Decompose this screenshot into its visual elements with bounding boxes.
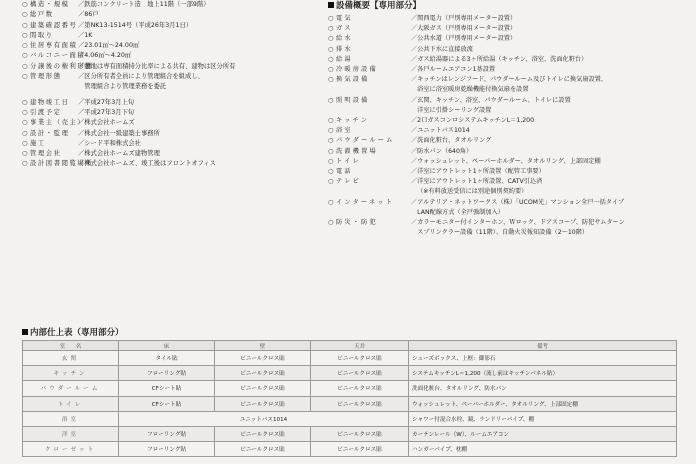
spec-value: [78, 149, 322, 159]
spec-value: [78, 21, 322, 31]
equipment-value-line: ／キッチンはレンジフード、パウダールーム及びトイレに換気扇設置、: [411, 76, 608, 84]
spec-value: [78, 108, 322, 118]
equipment-label: 給水: [336, 35, 353, 43]
spec-label: 間取り: [30, 31, 54, 39]
equipment-value: [411, 96, 688, 116]
equipment-value-line: スプリンクラー設備（11階）、自動火災報知設備（2～10階）: [411, 229, 589, 237]
spec-label: 事業主（売主）: [30, 119, 86, 127]
circle-bullet-icon: ○: [328, 137, 334, 145]
equipment-value-line: ／ウォッシュレット、ペーパーホルダー、タオルリング、上部固定棚: [411, 157, 601, 165]
spec-value-line: ／1K: [78, 31, 93, 39]
equipment-row: [328, 96, 688, 116]
equipment-row: [328, 136, 688, 146]
spec-label: 住居専有面積: [30, 42, 78, 50]
interior-finish-table: [22, 340, 677, 457]
spec-label: 建物竣工日: [30, 98, 70, 106]
room-name-cell: 玄関: [23, 351, 119, 366]
equipment-row: [328, 218, 688, 238]
circle-bullet-icon: ○: [328, 25, 334, 33]
equipment-label: ガス: [336, 25, 353, 33]
spec-row: [22, 98, 322, 108]
equipment-value: [411, 24, 688, 34]
equipment-value: [411, 45, 688, 55]
spec-row: [22, 72, 322, 93]
equipment-value-line: LAN配線方式（全戸強制加入）: [411, 208, 504, 216]
spec-value-line: ／86戸: [78, 11, 99, 19]
equipment-note: （※有料放送受信には別途個別契約要）: [417, 188, 528, 196]
spec-value-line: ／23.01㎡～24.00㎡: [78, 42, 140, 50]
circle-bullet-icon: ○: [22, 11, 28, 19]
circle-bullet-icon: ○: [328, 198, 334, 206]
circle-bullet-icon: ○: [328, 45, 334, 53]
spec-label: バルコニー面積: [30, 52, 86, 60]
spec-value-line: ／シード平和株式会社: [78, 139, 141, 147]
notes-cell: ハンガーパイプ、枕棚: [409, 442, 677, 457]
equipment-value-line: ／洋室にアウトレット1ヶ所設置（配管工事要）: [411, 168, 545, 176]
circle-bullet-icon: ○: [328, 76, 334, 84]
equipment-value: [411, 14, 688, 24]
equipment-section: [328, 0, 688, 238]
spec-value: [78, 31, 322, 41]
equipment-row: [328, 34, 688, 44]
equipment-value: [411, 65, 688, 75]
equipment-label: 給湯: [336, 55, 353, 63]
equipment-value: [411, 198, 688, 218]
equipment-label: テレビ: [336, 178, 362, 186]
table-row: [23, 442, 677, 457]
equipment-row: [328, 65, 688, 75]
spec-label: 管理形態: [30, 73, 62, 81]
equipment-value: [411, 116, 688, 126]
circle-bullet-icon: ○: [22, 21, 28, 29]
spec-row: [22, 51, 322, 61]
circle-bullet-icon: ○: [328, 55, 334, 63]
equipment-value-line: ／公共水道（戸別専用メーター設置）: [411, 35, 517, 43]
equipment-label: 浴室: [336, 127, 353, 135]
spec-row: [22, 62, 322, 72]
spec-row: [22, 31, 322, 41]
circle-bullet-icon: ○: [22, 42, 28, 50]
room-name-cell: クローゼット: [23, 442, 119, 457]
spec-value-line: ／4.06㎡～4.20㎡: [78, 52, 132, 60]
equipment-value: [411, 75, 688, 95]
spec-row: [22, 10, 322, 20]
square-bullet-icon: [22, 329, 28, 335]
ceiling-cell: ビニールクロス貼: [311, 351, 409, 366]
circle-bullet-icon: ○: [328, 147, 334, 155]
floor-cell: CFシート貼: [119, 396, 215, 411]
circle-bullet-icon: ○: [22, 139, 28, 147]
spec-value: [78, 10, 322, 20]
equipment-value-line: ／玄関、キッチン、浴室、パウダールーム、トイレに設置: [411, 96, 571, 104]
wall-cell: ビニールクロス貼: [215, 426, 311, 441]
equipment-label: 洗濯機置場: [336, 147, 378, 155]
equipment-label: パウダールーム: [336, 137, 395, 145]
circle-bullet-icon: ○: [22, 1, 28, 8]
circle-bullet-icon: ○: [328, 157, 334, 165]
equipment-label: インターネット: [336, 198, 395, 206]
wall-cell: ビニールクロス貼: [215, 396, 311, 411]
spec-value: [78, 62, 322, 72]
spec-label: 総戸数: [30, 11, 54, 19]
spec-row: [22, 108, 322, 118]
equipment-row: [328, 75, 688, 95]
wall-cell: ビニールクロス貼: [215, 381, 311, 396]
spec-row: [22, 0, 322, 10]
equipment-value: [411, 177, 688, 197]
equipment-value: [411, 126, 688, 136]
circle-bullet-icon: ○: [328, 168, 334, 176]
equipment-list: [328, 14, 688, 238]
spec-value-line: ／敷地は専有面積持分比率による共有、建物は区分所有: [78, 62, 236, 70]
spec-label: 設計・監理: [30, 129, 70, 137]
room-name-cell: トイレ: [23, 396, 119, 411]
spec-value: [78, 159, 322, 169]
equipment-section-title: 設備概要【専用部分】: [328, 0, 688, 14]
spec-value-line: ／株式会社ホームズ、竣工後はフロントオフィス: [78, 160, 216, 168]
square-bullet-icon: [328, 2, 334, 8]
circle-bullet-icon: ○: [328, 15, 334, 22]
equipment-value-line: ／洗面化粧台、タオルリング: [411, 137, 492, 145]
equipment-row: [328, 177, 688, 197]
notes-cell: 洗面化粧台、タオルリング、防水パン: [409, 381, 677, 396]
equipment-value-line: ／関西電力（戸別専用メーター設置）: [411, 15, 517, 22]
building-spec-list: [22, 0, 322, 170]
circle-bullet-icon: ○: [22, 150, 28, 158]
circle-bullet-icon: ○: [328, 178, 334, 186]
ceiling-cell: ビニールクロス貼: [311, 396, 409, 411]
notes-cell: システムキッチンL＝1,200（流し前はキッチンパネル貼）: [409, 366, 677, 381]
column-header: 床: [119, 341, 215, 351]
ceiling-cell: ビニールクロス貼: [311, 442, 409, 457]
equipment-value-line: ／2口ガスコンロシステムキッチンL＝1,200: [411, 117, 535, 125]
spec-value-line: ／株式会社ホームズ建物管理: [78, 150, 160, 158]
equipment-value-line: ／公共下水に直接放流: [411, 45, 473, 53]
equipment-row: [328, 157, 688, 167]
equipment-value: [411, 147, 688, 157]
equipment-row: [328, 45, 688, 55]
equipment-row: [328, 167, 688, 177]
spec-row: [22, 129, 322, 139]
table-row: [23, 396, 677, 411]
equipment-label: 電話: [336, 168, 353, 176]
table-row: [23, 411, 677, 426]
equipment-value-line: ／防水パン（640角）: [411, 147, 473, 155]
spec-value: [78, 139, 322, 149]
table-row: [23, 366, 677, 381]
spec-row: [22, 118, 322, 128]
circle-bullet-icon: ○: [328, 96, 334, 104]
circle-bullet-icon: ○: [328, 117, 334, 125]
wall-cell: ビニールクロス貼: [215, 366, 311, 381]
ceiling-cell: ビニールクロス貼: [311, 366, 409, 381]
circle-bullet-icon: ○: [22, 73, 28, 81]
spec-row: [22, 159, 322, 169]
spec-row: [22, 21, 322, 31]
column-header: 天井: [311, 341, 409, 351]
equipment-label: トイレ: [336, 157, 361, 165]
spec-value: [78, 41, 322, 51]
equipment-row: [328, 126, 688, 136]
equipment-label: キッチン: [336, 117, 370, 125]
notes-cell: シューズボックス、上框：御影石: [409, 351, 677, 366]
equipment-label: 冷暖房設備: [336, 66, 378, 74]
equipment-value-line: 洋室に引掛シーリング設置: [411, 106, 492, 114]
table-row: [23, 381, 677, 396]
spec-value-line: ／鉄筋コンクリート造 地上11階（一部9階）: [78, 1, 210, 8]
equipment-row: [328, 198, 688, 218]
equipment-value: [411, 167, 688, 177]
circle-bullet-icon: ○: [22, 129, 28, 137]
ceiling-cell: ビニールクロス貼: [311, 381, 409, 396]
column-header: 備考: [409, 341, 677, 351]
spec-label: 構造・規模: [30, 1, 70, 8]
spec-value: [78, 118, 322, 128]
equipment-label: 照明設備: [336, 96, 370, 104]
room-name-cell: パウダールーム: [23, 381, 119, 396]
equipment-value-line: 浴室に浴室暖房乾燥機能付換気扇を設置: [411, 86, 529, 94]
wall-cell: ビニールクロス貼: [215, 442, 311, 457]
equipment-row: [328, 116, 688, 126]
equipment-label: 排水: [336, 45, 353, 53]
spec-row: [22, 149, 322, 159]
spec-value-line: ／第NK13-1514号（平成26年3月1日）: [78, 21, 193, 29]
room-name-cell: 洋室: [23, 426, 119, 441]
notes-cell: ウォッシュレット、ペーパーホルダー、タオルリング、上部固定棚: [409, 396, 677, 411]
circle-bullet-icon: ○: [22, 31, 28, 39]
ceiling-cell: ビニールクロス貼: [311, 426, 409, 441]
equipment-value: [411, 218, 688, 238]
equipment-value-line: ／洋室にアウトレット1ヶ所設置、CATV引込済: [411, 178, 543, 186]
floor-cell: フローリング貼: [119, 366, 215, 381]
circle-bullet-icon: ○: [22, 160, 28, 168]
table-row: [23, 426, 677, 441]
equipment-value: [411, 34, 688, 44]
spec-value-line: ／平成27年3月下旬: [78, 108, 135, 116]
floor-cell: フローリング貼: [119, 426, 215, 441]
equipment-value-line: ／アルテリア・ネットワークス（株）「UCOM光」マンション全戸一括タイプ: [411, 198, 625, 206]
circle-bullet-icon: ○: [328, 35, 334, 43]
spec-value: [78, 98, 322, 108]
circle-bullet-icon: ○: [22, 108, 28, 116]
floor-cell: CFシート貼: [119, 381, 215, 396]
spec-label: 設計図書閲覧場所: [30, 160, 94, 168]
equipment-value-line: ／ガス給湯器による3ヶ所給湯（キッチン、浴室、洗面化粧台）: [411, 55, 588, 63]
floor-cell: タイル貼: [119, 351, 215, 366]
equipment-value-line: ／カラーモニター付インターホン、Ｗロック、ドアスコープ、防犯サムターン: [411, 219, 625, 227]
spec-value: [78, 72, 322, 93]
spec-row: [22, 139, 322, 149]
equipment-value: [411, 136, 688, 146]
equipment-value: [411, 55, 688, 65]
circle-bullet-icon: ○: [22, 119, 28, 127]
equipment-label: 電気: [336, 15, 353, 22]
equipment-label: 換気設備: [336, 76, 370, 84]
spec-value-line: 管理組合より管理業務を委託: [78, 83, 167, 91]
unit-bath-cell: ユニットバス1014: [119, 411, 409, 426]
spec-label: 管理会社: [30, 150, 62, 158]
spec-value-line: ／区分所有者全員により管理組合を組成し、: [78, 73, 204, 81]
equipment-label: 防災・防犯: [336, 219, 378, 227]
equipment-row: [328, 24, 688, 34]
circle-bullet-icon: ○: [328, 127, 334, 135]
notes-cell: シャワー付混合水栓、鏡、ランドリーパイプ、棚: [409, 411, 677, 426]
room-name-cell: キッチン: [23, 366, 119, 381]
circle-bullet-icon: ○: [328, 66, 334, 74]
spec-row: [22, 41, 322, 51]
spec-label: 施工: [30, 139, 46, 147]
equipment-value-line: ／ユニットバス1014: [411, 127, 470, 135]
spec-label: 引渡予定: [30, 108, 62, 116]
notes-cell: カーテンレール（W）、ルームエアコン: [409, 426, 677, 441]
table-row: [23, 351, 677, 366]
column-header: 室 名: [23, 341, 119, 351]
equipment-value-line: ／各戸ルームエアコン1基設置: [411, 66, 496, 74]
circle-bullet-icon: ○: [22, 62, 28, 70]
spec-value: [78, 51, 322, 61]
equipment-row: [328, 14, 688, 24]
spec-value-line: ／株式会社一級建築士事務所: [78, 129, 160, 137]
equipment-row: [328, 55, 688, 65]
circle-bullet-icon: ○: [328, 219, 334, 227]
room-name-cell: 浴室: [23, 411, 119, 426]
table-body: [23, 351, 677, 457]
spec-label: 建築確認番号: [30, 21, 78, 29]
table-header-row: [23, 341, 677, 351]
spec-value: [78, 0, 322, 10]
spec-value-line: ／平成27年3月上旬: [78, 98, 135, 106]
spec-value: [78, 129, 322, 139]
circle-bullet-icon: ○: [22, 52, 28, 60]
wall-cell: ビニールクロス貼: [215, 351, 311, 366]
floor-cell: フローリング貼: [119, 442, 215, 457]
column-header: 壁: [215, 341, 311, 351]
equipment-value-line: ／大阪ガス（戸別専用メーター設置）: [411, 25, 517, 33]
spec-value-line: ／株式会社ホームズ: [78, 119, 135, 127]
equipment-value: [411, 157, 688, 167]
spec-label: 分譲後の権利形態: [30, 62, 94, 70]
equipment-row: [328, 147, 688, 157]
circle-bullet-icon: ○: [22, 98, 28, 106]
table-title: 内部仕上表（専用部分）: [22, 326, 124, 338]
